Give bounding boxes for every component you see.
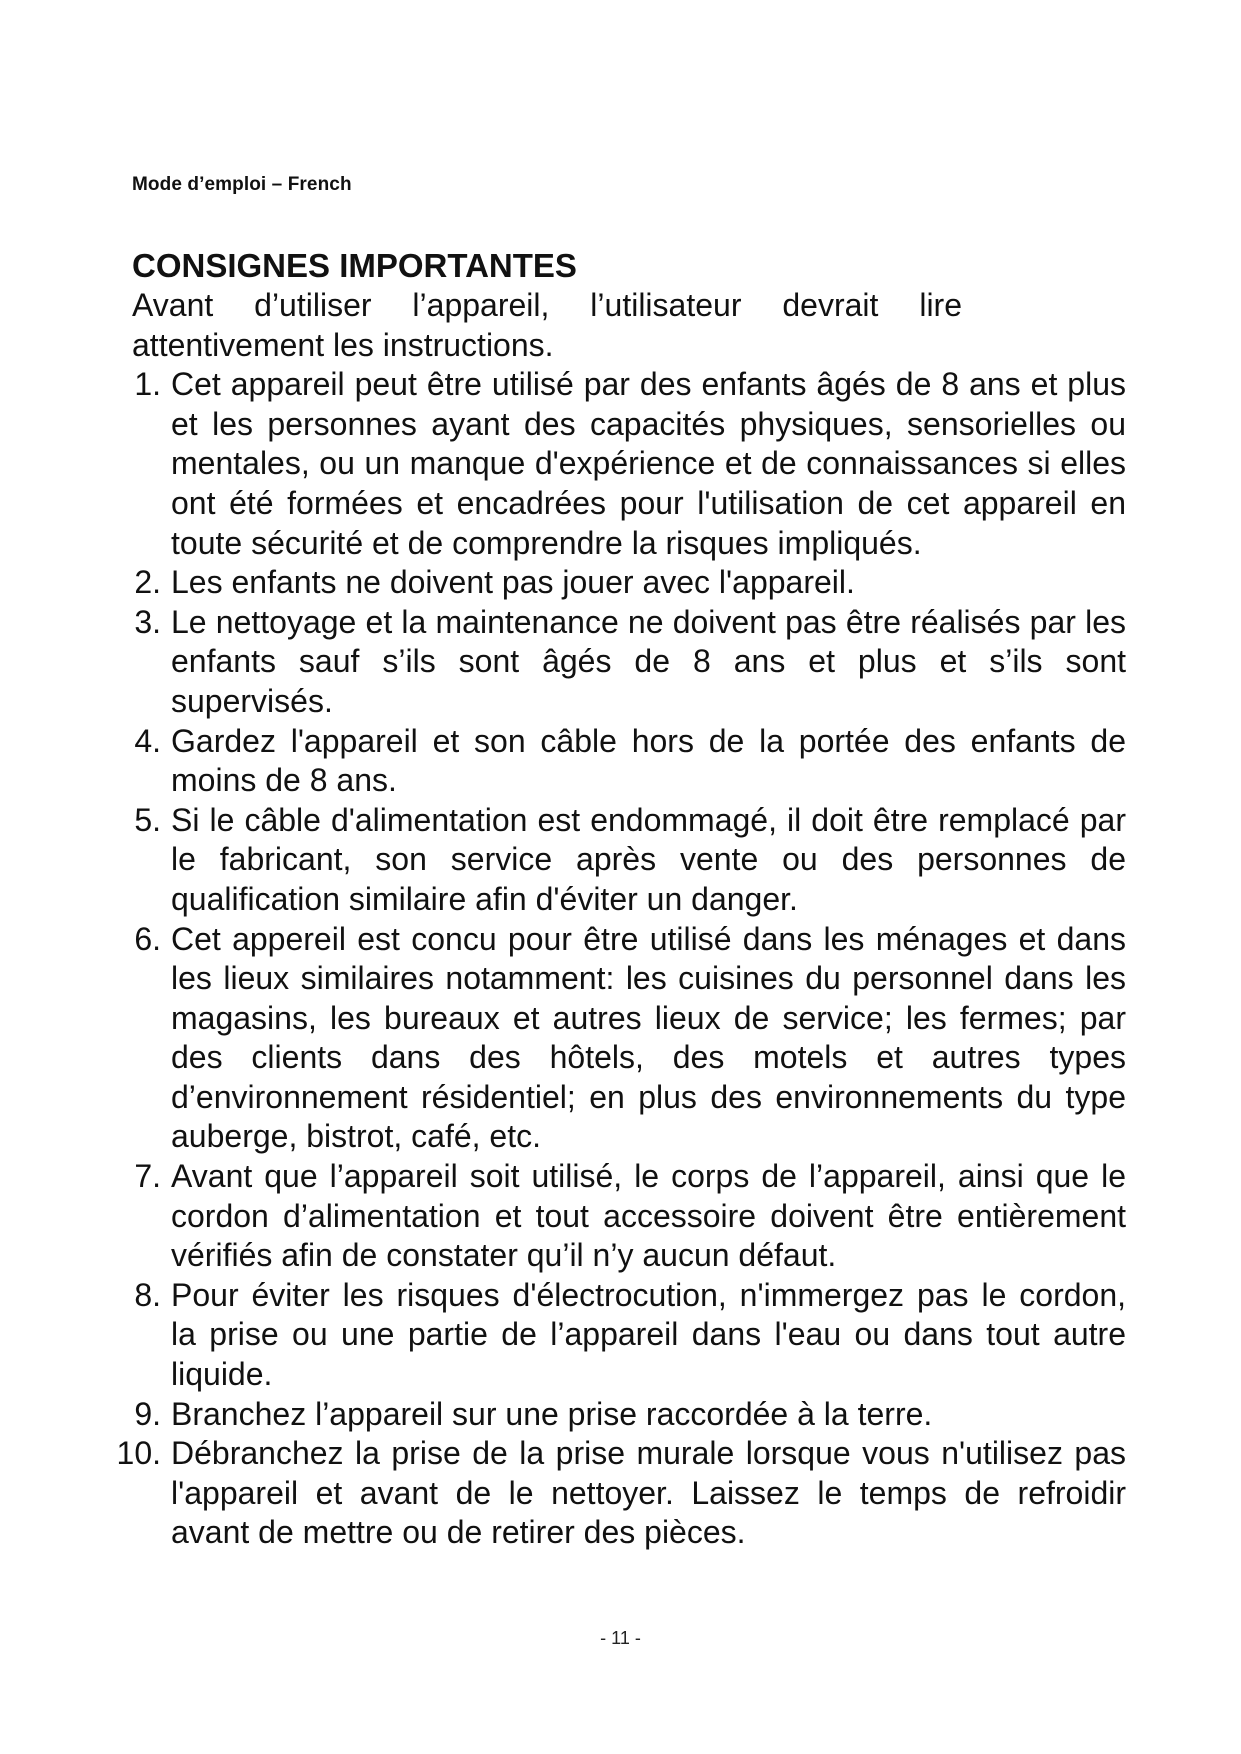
document-language-label: Mode d’emploi – French [132, 174, 352, 195]
item-number: 1. [134, 366, 161, 403]
item-text: Gardez l'appareil et son câble hors de la portée des enfants de moins de 8 ans. [171, 722, 1126, 799]
item-text: Débranchez la prise de la prise murale lorsque vous n'utilisez pas l'appareil et avant de le nettoyer. Laissez le temps de refroidir avant de mettre ou de retirer des pièces. [171, 1435, 1126, 1551]
instructions-section [116, 246, 1132, 1553]
item-text: Avant que l’appareil soit utilisé, le corps de l’appareil, ainsi que le cordon d’alimentation et tout accessoire doivent être entièrement vérifiés afin de constater qu’il n’y aucun défaut. [171, 1158, 1126, 1274]
item-number: 4. [134, 722, 161, 759]
item-text: Les enfants ne doivent pas jouer avec l'appareil. [171, 564, 855, 601]
list-item [129, 801, 1132, 920]
list-item [129, 1276, 1132, 1395]
item-text: Pour éviter les risques d'électrocution, n'immergez pas le cordon, la prise ou une partie de l’appareil dans l'eau ou dans tout autre liquide. [171, 1276, 1126, 1393]
page-number: - 11 - [600, 1628, 641, 1648]
list-item [129, 1157, 1132, 1276]
list-item [116, 1434, 1132, 1553]
item-number: 6. [134, 920, 161, 957]
list-item [129, 603, 1132, 722]
item-number: 2. [134, 564, 161, 601]
item-number: 7. [134, 1158, 161, 1195]
item-number: 9. [134, 1395, 161, 1432]
item-text: Cet appareil peut être utilisé par des enfants âgés de 8 ans et plus et les personnes ayant des capacités physiques, sensorielles ou mentales, ou un manque d'expérience et de connaissances si elles ont été formées et encadrées pour l'utilisation de cet appareil en toute sécurité et de comprendre la risques impliqués. [171, 366, 1126, 561]
item-number: 3. [134, 603, 161, 640]
item-number: 5. [134, 801, 161, 838]
list-item [129, 563, 1132, 603]
section-title: CONSIGNES IMPORTANTES [132, 247, 577, 284]
item-text: Le nettoyage et la maintenance ne doivent pas être réalisés par les enfants sauf s’ils sont âgés de 8 ans et plus et s’ils sont supervisés. [171, 603, 1126, 719]
list-item [129, 920, 1132, 1158]
item-text: Si le câble d'alimentation est endommagé, il doit être remplacé par le fabricant, son service après vente ou des personnes de qualification similaire afin d'éviter un danger. [171, 801, 1126, 917]
safety-instructions-list [116, 365, 1132, 1553]
item-number: 8. [134, 1276, 161, 1313]
item-number: 10. [116, 1435, 161, 1472]
item-text: Branchez l’appareil sur une prise raccordée à la terre. [171, 1395, 933, 1432]
item-text: Cet appereil est concu pour être utilisé dans les ménages et dans les lieux similaires notamment: les cuisines du personnel dans les magasins, les bureaux et autres lieux de service; les fermes; par des clients dans des hôtels, des motels et autres types d’environnement résidentiel; en plus des environnements du type auberge, bistrot, café, etc. [171, 920, 1126, 1155]
list-item [129, 1395, 1132, 1435]
section-intro: Avant d’utiliser l’appareil, l’utilisateur devrait lire attentivement les instructions. [132, 287, 962, 363]
list-item [129, 722, 1132, 801]
list-item [129, 365, 1132, 563]
